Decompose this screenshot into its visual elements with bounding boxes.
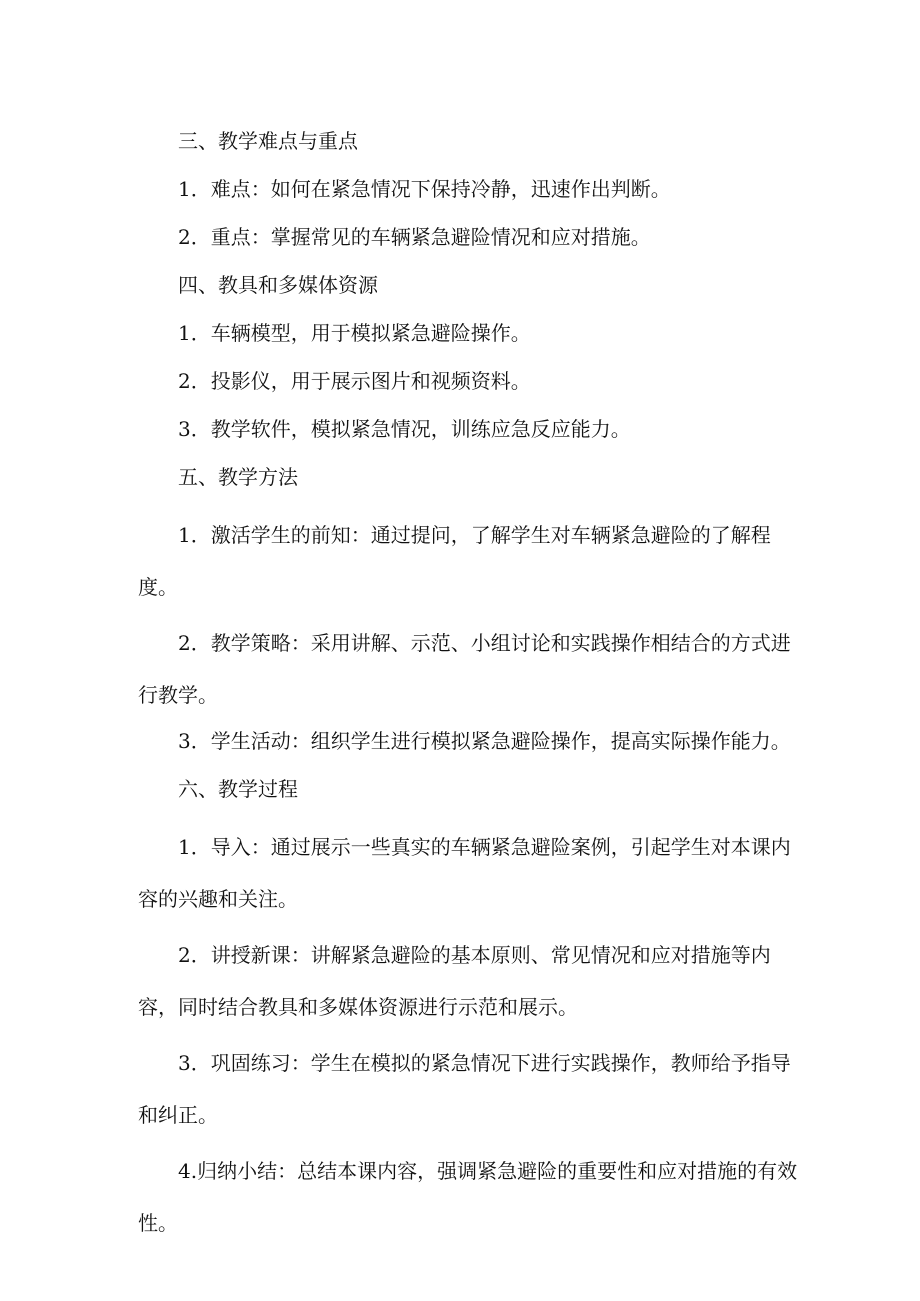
list-item: 4.归纳小结：总结本课内容，强调紧急避险的重要性和应对措施的有效性。 <box>138 1159 798 1235</box>
section-heading-6: 六、教学过程 <box>178 777 298 801</box>
list-item: 1．激活学生的前知：通过提问，了解学生对车辆紧急避险的了解程度。 <box>138 523 771 599</box>
list-item: 2．投影仪，用于展示图片和视频资料。 <box>178 369 531 393</box>
list-item: 2．教学策略：采用讲解、示范、小组讨论和实践操作相结合的方式进行教学。 <box>138 631 791 707</box>
list-item: 1．难点：如何在紧急情况下保持冷静，迅速作出判断。 <box>178 177 671 201</box>
list-item: 1．导入：通过展示一些真实的车辆紧急避险案例，引起学生对本课内容的兴趣和关注。 <box>138 835 791 911</box>
list-item: 2．讲授新课：讲解紧急避险的基本原则、常见情况和应对措施等内容，同时结合教具和多媒体资源进行示范和展示。 <box>138 943 771 1019</box>
section-heading-4: 四、教具和多媒体资源 <box>178 273 378 297</box>
list-item: 1．车辆模型，用于模拟紧急避险操作。 <box>178 321 531 345</box>
section-heading-5: 五、教学方法 <box>178 465 298 489</box>
list-item: 3．教学软件，模拟紧急情况，训练应急反应能力。 <box>178 417 631 441</box>
list-item: 2．重点：掌握常见的车辆紧急避险情况和应对措施。 <box>178 225 651 249</box>
list-item: 3．学生活动：组织学生进行模拟紧急避险操作，提高实际操作能力。 <box>178 729 791 753</box>
list-item: 3．巩固练习：学生在模拟的紧急情况下进行实践操作，教师给予指导和纠正。 <box>138 1051 791 1127</box>
document-body <box>138 125 800 1253</box>
section-heading-3: 三、教学难点与重点 <box>178 129 358 153</box>
